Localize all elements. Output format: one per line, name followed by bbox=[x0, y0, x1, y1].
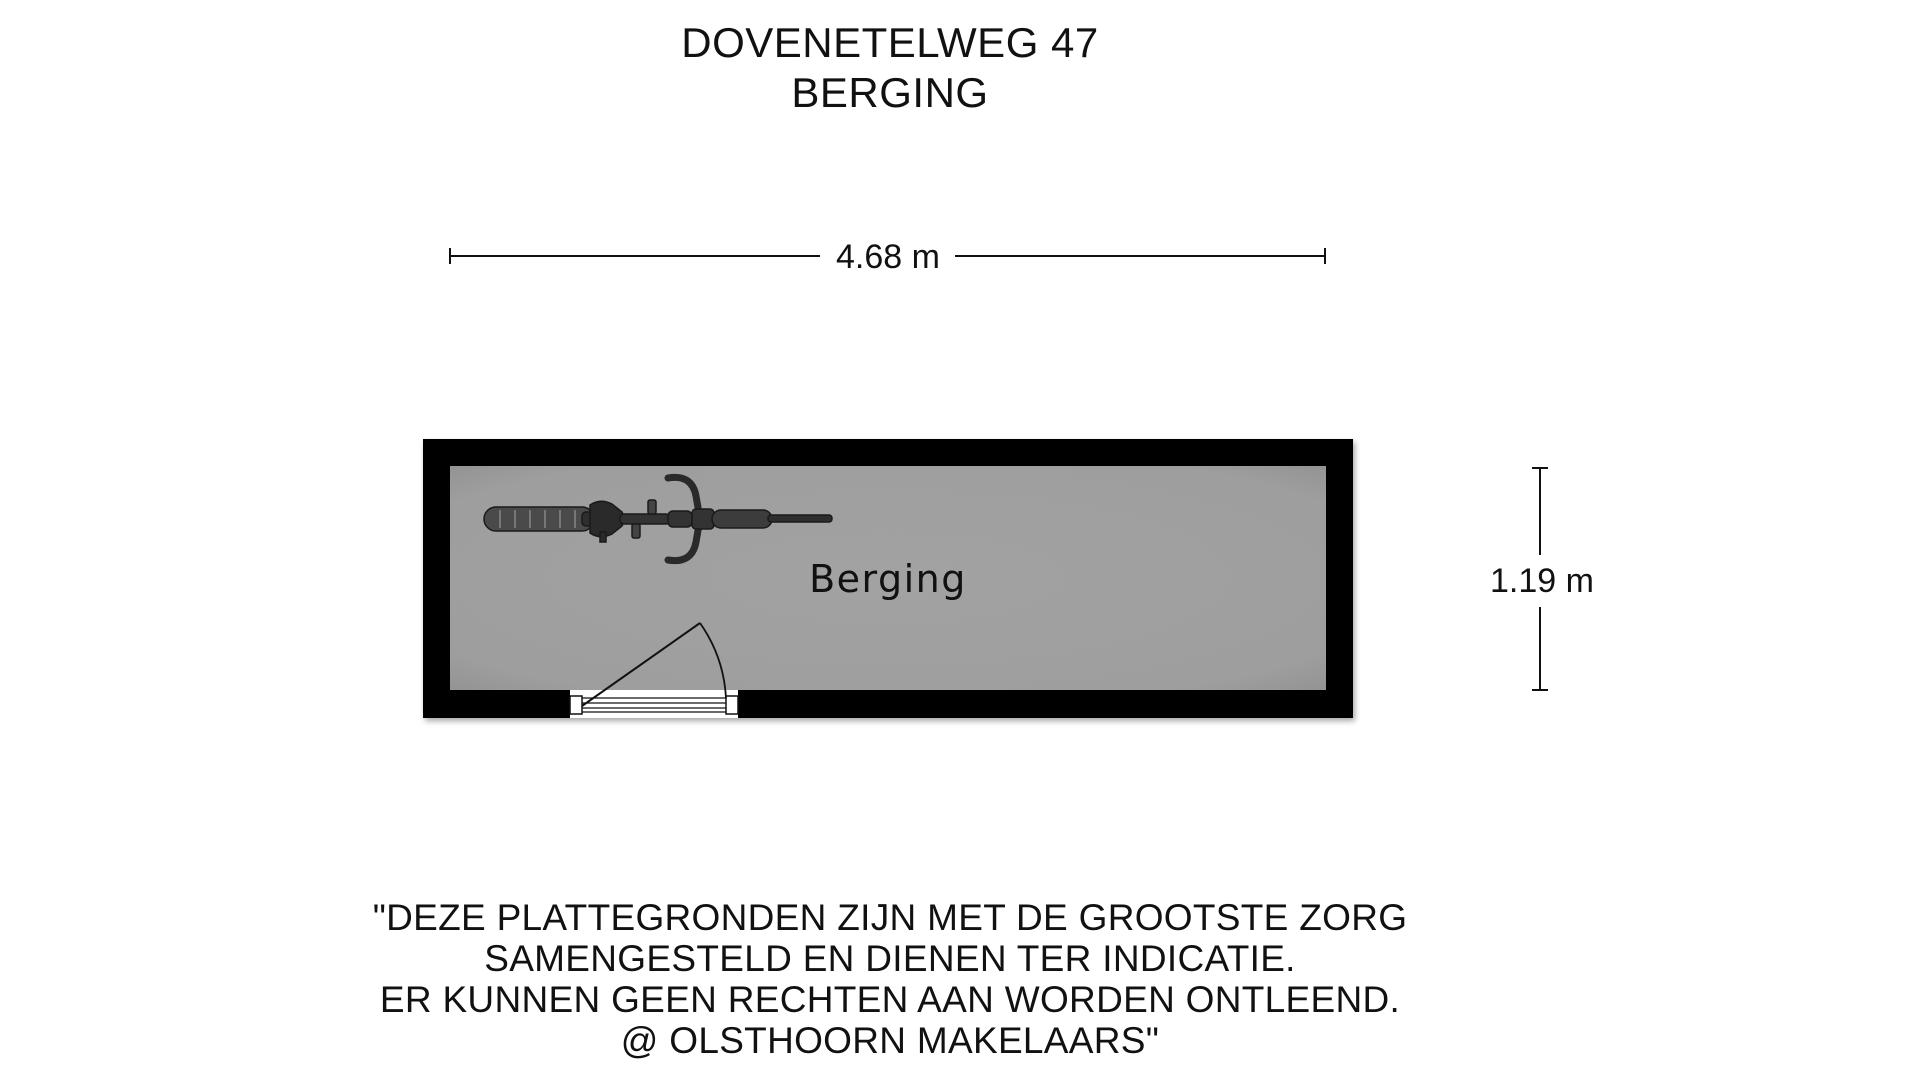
depth-dimension bbox=[1490, 468, 1594, 690]
bike-head bbox=[692, 509, 714, 529]
address-title: DOVENETELWEG 47 bbox=[681, 19, 1099, 66]
disclaimer-line-2: SAMENGESTELD EN DIENEN TER INDICATIE. bbox=[484, 938, 1296, 979]
bike-pedal-top bbox=[648, 500, 656, 514]
bike-pedal-bottom bbox=[632, 524, 640, 538]
bike-front-wheel bbox=[712, 510, 772, 528]
door-jamb-left bbox=[570, 696, 582, 714]
storage-room bbox=[423, 439, 1353, 718]
disclaimer-line-1: "DEZE PLATTEGRONDEN ZIJN MET DE GROOTSTE ZORG bbox=[372, 897, 1408, 938]
bike-frame bbox=[620, 514, 670, 524]
depth-dimension-label: 1.19 m bbox=[1490, 562, 1594, 600]
disclaimer bbox=[0, 897, 1780, 1061]
door-jamb-right bbox=[726, 696, 738, 714]
width-dimension-label: 4.68 m bbox=[836, 238, 940, 276]
width-dimension bbox=[450, 238, 1325, 276]
bike-front-fender bbox=[768, 515, 832, 522]
bike-stem bbox=[668, 511, 692, 527]
floorplan-subtitle: BERGING bbox=[791, 69, 989, 116]
door-opening bbox=[570, 690, 738, 718]
disclaimer-line-3: ER KUNNEN GEEN RECHTEN AAN WORDEN ONTLEEND. bbox=[379, 979, 1401, 1020]
disclaimer-line-4: @ OLSTHOORN MAKELAARS" bbox=[620, 1020, 1160, 1061]
room-label: Berging bbox=[809, 557, 967, 601]
